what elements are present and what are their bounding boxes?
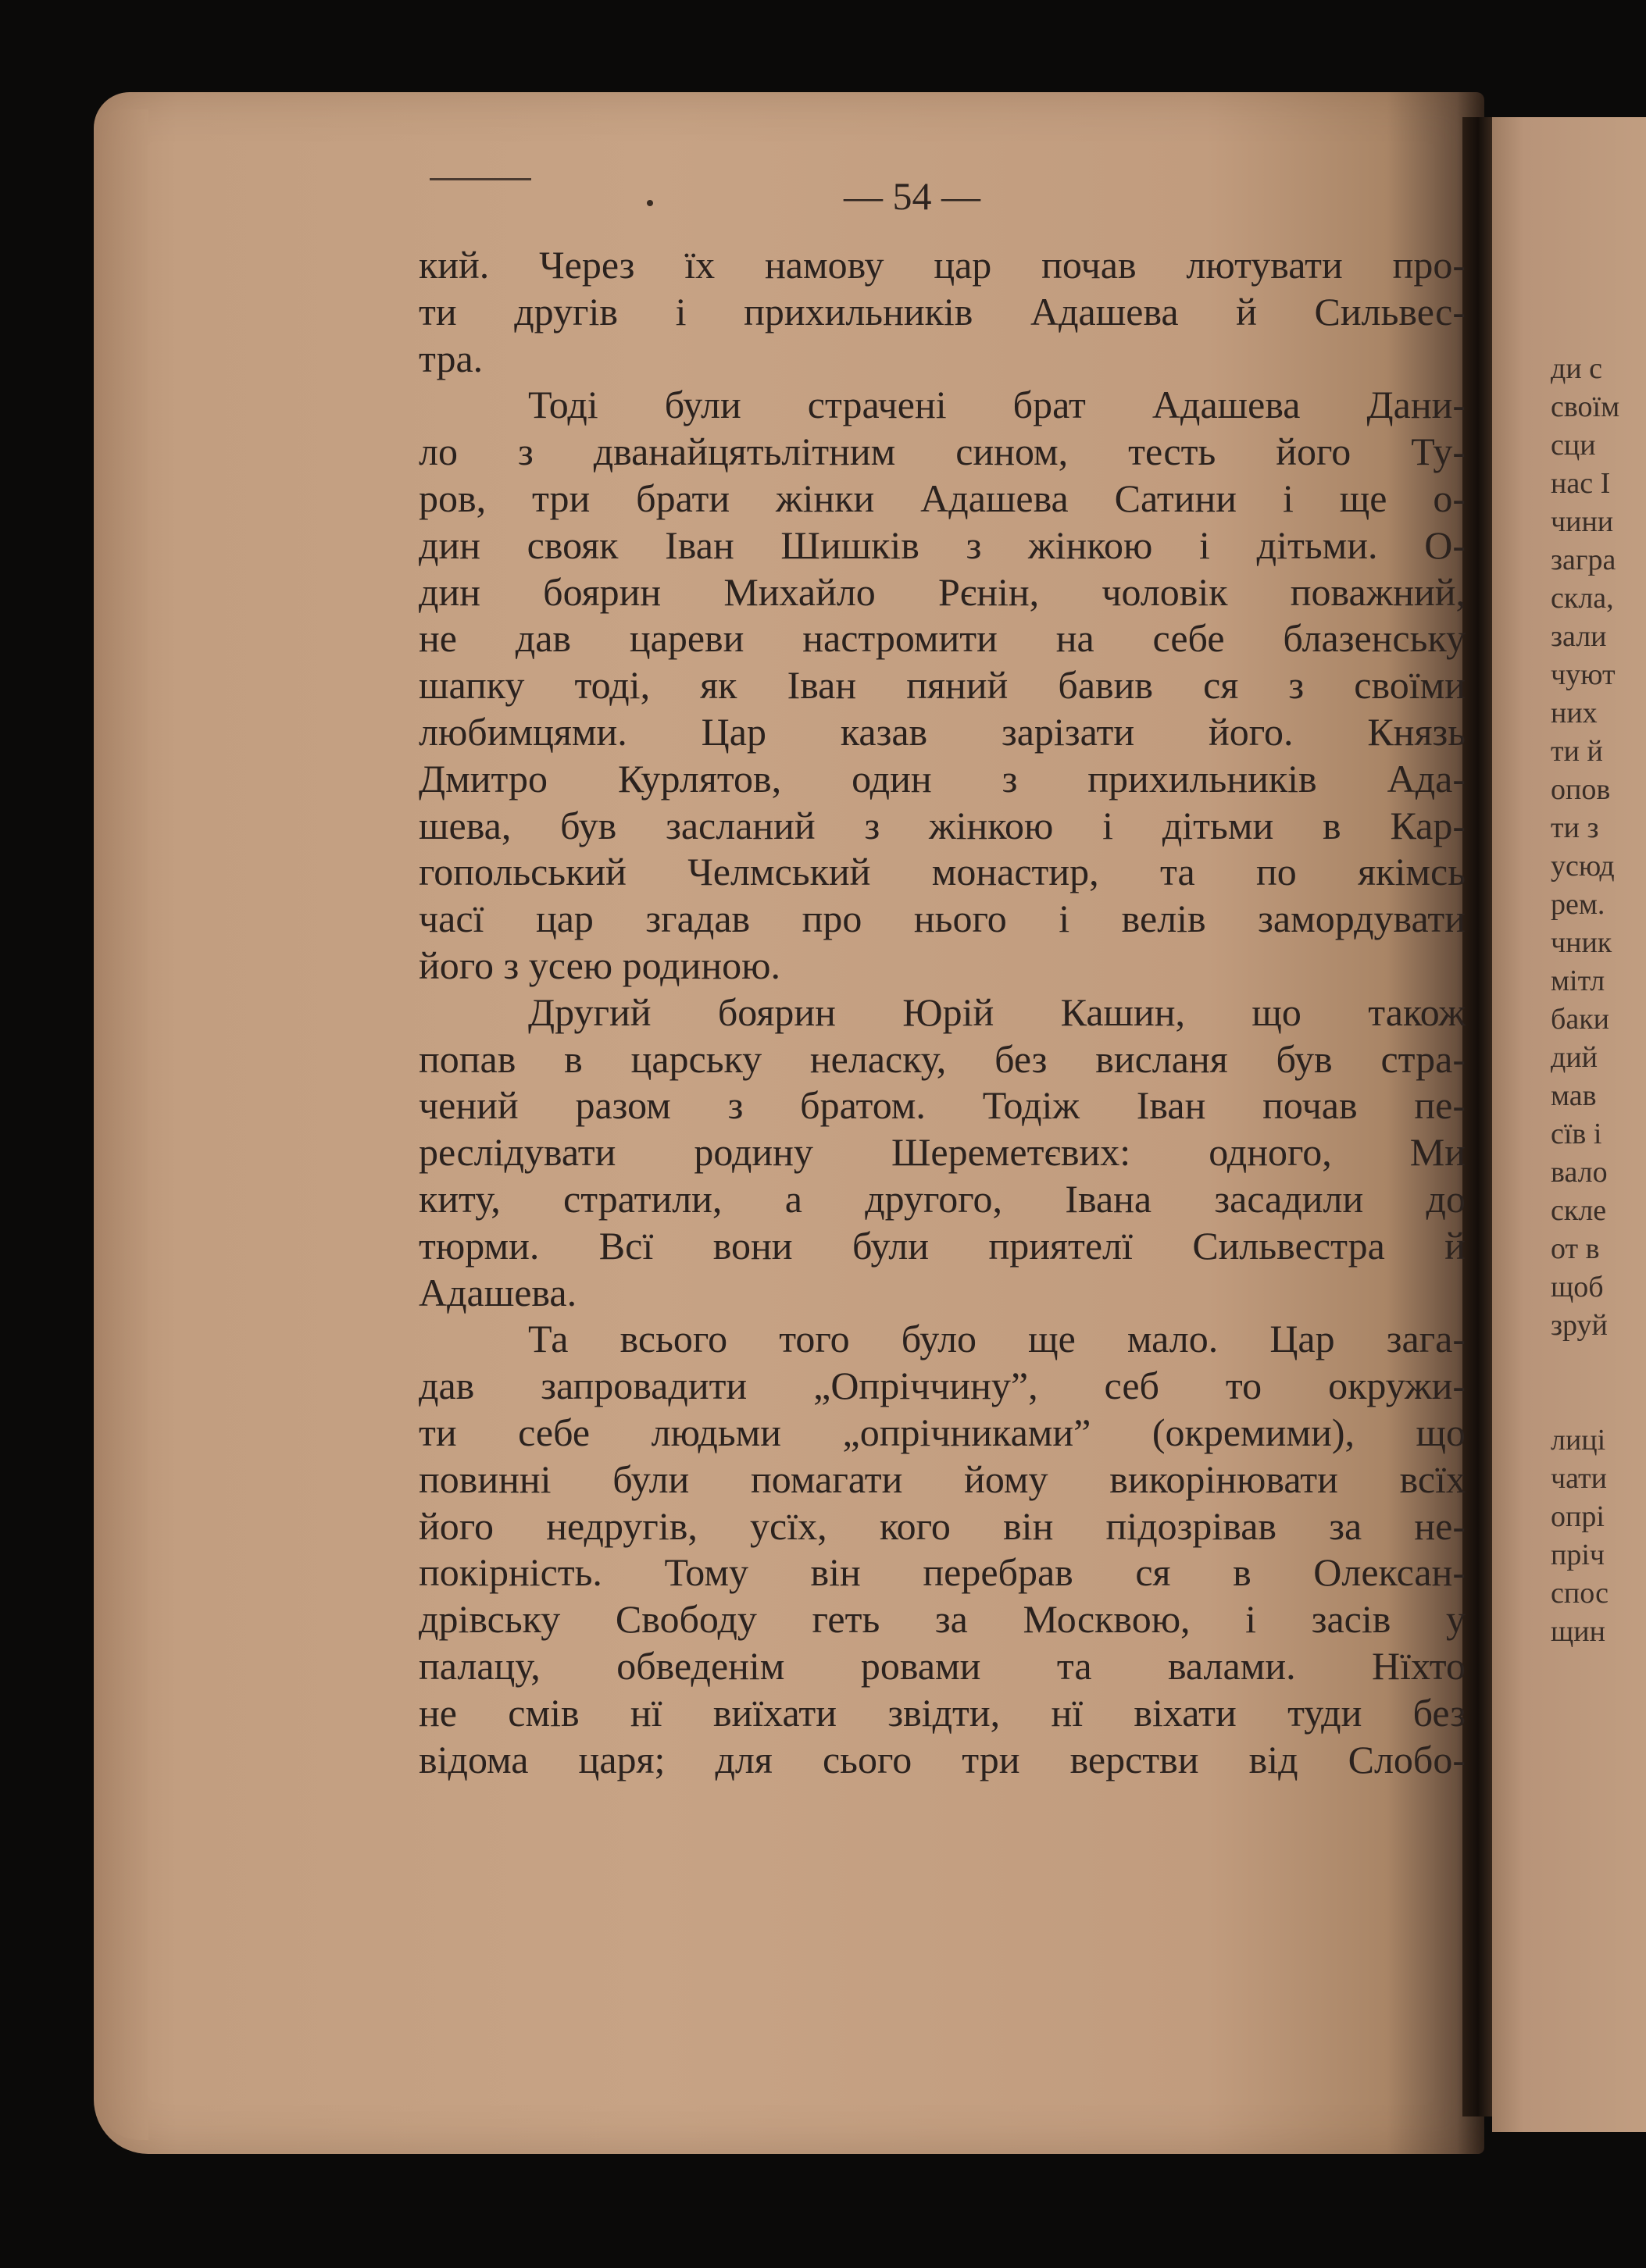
text-line: чений разом з братом. Тодіж Іван почав пе- xyxy=(419,1083,1466,1128)
facing-line: баки xyxy=(1551,1003,1609,1036)
facing-page-text xyxy=(1551,350,1646,1651)
paragraph xyxy=(419,1316,1466,1783)
text-line: попав в царську неласку, без висланя був стра- xyxy=(419,1036,1466,1081)
facing-line: вало xyxy=(1551,1156,1608,1189)
text-line: кий. Через їх намову цар почав лютувати про- xyxy=(419,243,1466,287)
facing-line: рем. xyxy=(1551,888,1605,921)
text-line: Другий боярин Юрій Кашин, що також xyxy=(528,990,1466,1034)
text-line: ти другів і прихильників Адашева й Сильвес- xyxy=(419,289,1466,333)
text-line: часї цар згадав про нього і велів замордувати xyxy=(419,897,1466,941)
text-line: його недругів, усїх, кого він підозрівав за не- xyxy=(419,1503,1466,1548)
facing-line: зруй xyxy=(1551,1309,1608,1342)
text-line: Тоді були страчені брат Адашева Дани- xyxy=(528,383,1466,427)
facing-line: усюд xyxy=(1551,850,1615,883)
text-line: гопольський Челмський монастир, та по якімсь xyxy=(419,850,1466,894)
text-line: дав запровадити „Опріччину”, себ то окружи- xyxy=(419,1364,1466,1408)
text-line: відома царя; для сього три верстви від Слобо- xyxy=(419,1737,1466,1781)
facing-line: чини xyxy=(1551,505,1614,538)
facing-line: опрі xyxy=(1551,1500,1605,1533)
text-line: не дав цареви настромити на себе блазенську xyxy=(419,616,1466,661)
ink-mark xyxy=(647,200,653,206)
text-line: шева, був засланий з жінкою і дітьми в Кар- xyxy=(419,803,1466,847)
paragraph xyxy=(419,990,1466,1317)
page-edge-stack xyxy=(94,109,148,2140)
text-line: повинні були помагати йому викорінювати всїх xyxy=(419,1457,1466,1501)
text-line: тра. xyxy=(419,336,484,380)
facing-line: мав xyxy=(1551,1079,1597,1112)
text-line: Та всього того було ще мало. Цар зага- xyxy=(528,1317,1466,1361)
text-line: ров, три брати жінки Адашева Сатини і ще о- xyxy=(419,476,1466,520)
text-line: покірність. Тому він перебрав ся в Олексан- xyxy=(419,1550,1466,1595)
text-line: дин боярин Михайло Рєнін, чоловік поважний, xyxy=(419,569,1466,614)
facing-line: них xyxy=(1551,697,1598,729)
facing-line: ти з xyxy=(1551,811,1599,844)
text-line: його з усею родиною. xyxy=(419,943,780,987)
text-line: ти себе людьми „опрічниками” (окремими), що xyxy=(419,1410,1466,1454)
facing-line: сци xyxy=(1551,429,1596,462)
facing-line: ти й xyxy=(1551,735,1603,768)
facing-line: зали xyxy=(1551,620,1607,653)
book-gutter xyxy=(1462,117,1494,2116)
facing-line: чник xyxy=(1551,926,1612,959)
facing-line: скла, xyxy=(1551,582,1614,615)
paragraph xyxy=(419,382,1466,989)
text-line: не смів нї виїхати звідти, нї віхати туди без xyxy=(419,1690,1466,1735)
facing-line: дий xyxy=(1551,1041,1598,1074)
facing-line: лиці xyxy=(1551,1424,1606,1457)
text-line: дрівську Свободу геть за Москвою, і засів у xyxy=(419,1597,1466,1642)
facing-gap xyxy=(1551,1345,1646,1421)
facing-line: ди с xyxy=(1551,352,1603,385)
facing-line: сїв і xyxy=(1551,1118,1602,1150)
body-text xyxy=(419,242,1466,1783)
text-line: Дмитро Курлятов, один з прихильників Ада- xyxy=(419,756,1466,801)
text-line: шапку тоді, як Іван пяний бавив ся з своїми xyxy=(419,663,1466,708)
facing-line: опов xyxy=(1551,773,1611,806)
header-rule xyxy=(430,178,531,180)
facing-line: щоб xyxy=(1551,1271,1604,1303)
facing-line: пріч xyxy=(1551,1539,1605,1571)
text-line: палацу, обведенім ровами та валами. Нїхто xyxy=(419,1643,1466,1688)
text-line: киту, стратили, а другого, Івана засадили до xyxy=(419,1176,1466,1221)
facing-line: своїм xyxy=(1551,390,1620,423)
facing-line: от в xyxy=(1551,1232,1600,1265)
facing-line: щин xyxy=(1551,1615,1605,1648)
facing-line: спос xyxy=(1551,1577,1609,1610)
text-line: Адашева. xyxy=(419,1270,577,1314)
text-line: ло з дванайцятьлітним сином, тесть його Ту- xyxy=(419,430,1466,474)
facing-line: скле xyxy=(1551,1194,1607,1227)
facing-line: загра xyxy=(1551,544,1616,576)
text-line: тюрми. Всї вони були приятелї Сильвестра й xyxy=(419,1223,1466,1268)
facing-line: нас І xyxy=(1551,467,1611,500)
facing-line: чуют xyxy=(1551,658,1616,691)
paragraph xyxy=(419,242,1466,382)
text-line: дин свояк Іван Шишків з жінкою і дітьми. О- xyxy=(419,522,1466,567)
facing-line: чати xyxy=(1551,1462,1607,1495)
text-line: любимцями. Цар казав зарізати його. Князь xyxy=(419,709,1466,754)
page-number: — 54 — xyxy=(844,174,980,218)
facing-line: мітл xyxy=(1551,965,1605,997)
text-line: реслідувати родину Шереметєвих: одного, Ми xyxy=(419,1130,1466,1175)
